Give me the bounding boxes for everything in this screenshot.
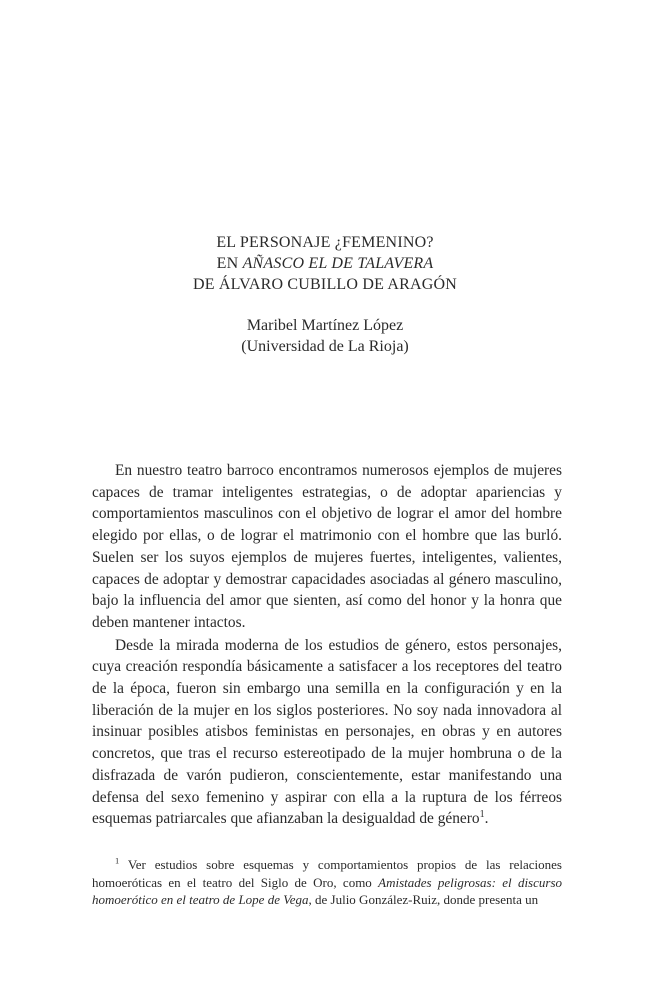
body-text	[92, 460, 562, 830]
footnote-number: 1	[115, 855, 120, 866]
title-line-3: DE ÁLVARO CUBILLO DE ARAGÓN	[192, 276, 458, 293]
article-title	[0, 232, 650, 295]
author-affiliation: (Universidad de La Rioja)	[241, 338, 409, 355]
play-title: AÑASCO EL DE TALAVERA	[242, 255, 434, 272]
title-line-1: EL PERSONAJE ¿FEMENINO?	[216, 234, 434, 251]
title-line-2-prefix: EN	[216, 255, 243, 272]
title-line-2	[0, 253, 650, 274]
paragraph-1: En nuestro teatro barroco encontramos numerosos ejemplos de mujeres capaces de tramar inteligentes estrategias, o de adoptar apariencias y comportamientos masculinos con el objetivo de lograr el amor del hombre elegido por ellas, o de lograr el matrimonio con el hombre que las burló. Suelen ser los suyos ejemplos de mujeres fuertes, inteligentes, valientes, capaces de adoptar y demostrar capacidades asociadas al género masculino, bajo la influencia del amor que sienten, así como del honor y la honra que deben mantener intactos.	[92, 462, 562, 631]
footnote-cited-title: Amistades peligrosas: el discurso homoerótico en el teatro de Lope de Vega	[92, 874, 563, 908]
author-name: Maribel Martínez López	[246, 317, 404, 334]
footnote-text-before: Ver estudios sobre esquemas y comportamientos propios de las relaciones homoeróticas en el teatro del Siglo de Oro, como	[92, 857, 562, 890]
footnote-1	[92, 856, 562, 909]
footnote-reference[interactable]: 1	[479, 809, 485, 821]
paragraph-2-end: .	[484, 810, 489, 828]
author-block	[0, 315, 650, 357]
paragraph-2-text: Desde la mirada moderna de los estudios de género, estos personajes, cuya creación respondía básicamente a satisfacer a los receptores del teatro de la época, fueron sin embargo una semilla en la configuración y en la liberación de la mujer en los siglos posteriores. No soy nada innovadora al insinuar posibles atisbos feministas en personajes, en obras y en autores concretos, que tras el recurso estereotipado de la mujer hombruna o de la disfrazada de varón pudieron, conscientemente, estar manifestando una defensa del sexo femenino y aspirar con ella a la ruptura de los férreos esquemas patriarcales que afianzaban la desigualdad de género	[92, 636, 562, 828]
footnote-text-after: , de Julio González-Ruiz, donde presenta un	[308, 892, 539, 908]
paragraph-2	[92, 635, 562, 830]
